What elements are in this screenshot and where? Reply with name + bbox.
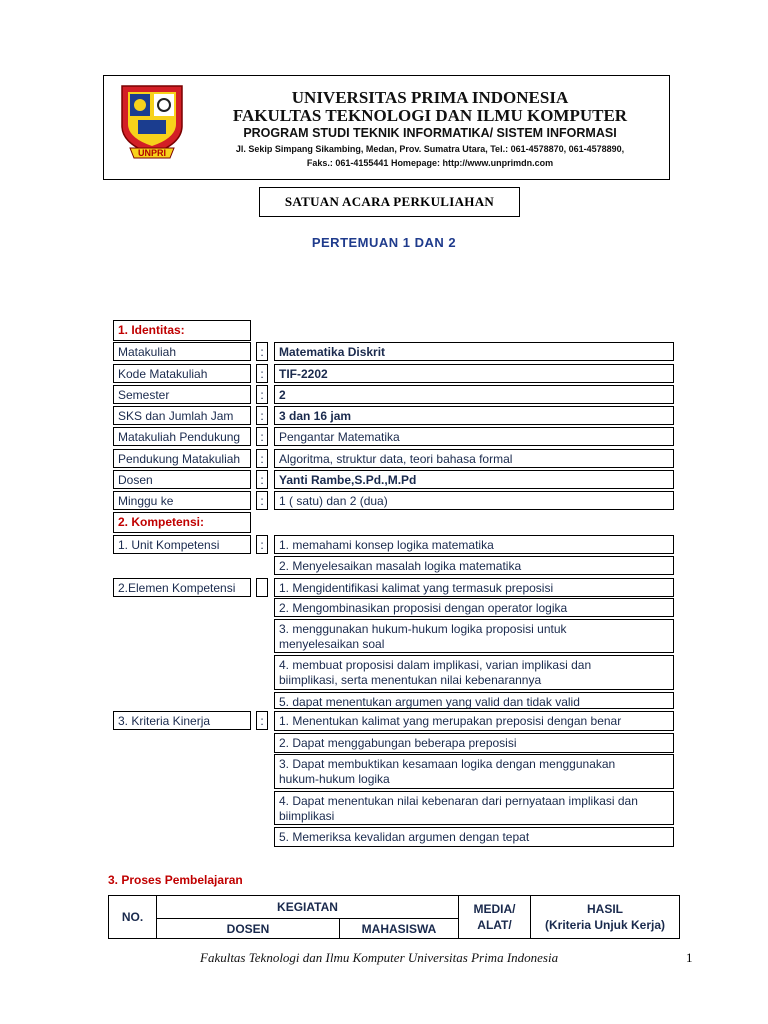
identity-row-colon: : <box>256 385 268 404</box>
col-header-kegiatan: KEGIATAN <box>156 895 459 919</box>
elemen-kompetensi-item: 5. dapat menentukan argumen yang valid dan tidak valid <box>274 692 674 709</box>
address-line-1: Jl. Sekip Simpang Sikambing, Medan, Prov. Sumatra Utara, Tel.: 061-4578870, 061-4578890, <box>235 144 625 154</box>
identity-row-label: Minggu ke <box>113 491 251 510</box>
university-logo <box>116 84 188 162</box>
unit-kompetensi-item: 1. memahami konsep logika matematika <box>274 535 674 554</box>
col-header-dosen: DOSEN <box>156 918 340 939</box>
page-number: 1 <box>686 950 693 965</box>
identity-row-colon: : <box>256 406 268 425</box>
identity-row-label: SKS dan Jumlah Jam <box>113 406 251 425</box>
elemen-kompetensi-item: 3. menggunakan hukum-hukum logika proposisi untuk menyelesaikan soal <box>274 619 674 653</box>
identity-row-value: 3 dan 16 jam <box>274 406 674 425</box>
identity-row-value: Yanti Rambe,S.Pd.,M.Pd <box>274 470 674 489</box>
unit-kompetensi-label: 1. Unit Kompetensi <box>113 535 251 554</box>
kriteria-kinerja-item: 1. Menentukan kalimat yang merupakan preposisi dengan benar <box>274 711 674 731</box>
section-identitas: 1. Identitas: <box>113 320 251 341</box>
identity-row-colon: : <box>256 449 268 468</box>
kriteria-kinerja-item: 2. Dapat menggabungan beberapa preposisi <box>274 733 674 753</box>
section-proses: 3. Proses Pembelajaran <box>108 873 243 887</box>
meeting-heading: PERTEMUAN 1 DAN 2 <box>311 235 457 250</box>
unit-kompetensi-item: 2. Menyelesaikan masalah logika matematika <box>274 556 674 575</box>
col-header-hasil: HASIL (Kriteria Unjuk Kerja) <box>530 895 680 939</box>
unit-colon: : <box>256 535 268 554</box>
kriteria-colon: : <box>256 711 268 730</box>
identity-row-label: Dosen <box>113 470 251 489</box>
kriteria-kinerja-item: 4. Dapat menentukan nilai kebenaran dari pernyataan implikasi dan biimplikasi <box>274 791 674 825</box>
identity-row-colon: : <box>256 427 268 446</box>
kriteria-kinerja-label: 3. Kriteria Kinerja <box>113 711 251 730</box>
identity-row-value: 2 <box>274 385 674 404</box>
svg-text:UNPRI: UNPRI <box>137 148 167 158</box>
document-title: SATUAN ACARA PERKULIAHAN <box>259 187 520 217</box>
elemen-kompetensi-label: 2.Elemen Kompetensi <box>113 578 251 597</box>
elemen-kompetensi-item: 1. Mengidentifikasi kalimat yang termasuk preposisi <box>274 578 674 597</box>
footer-text: Fakultas Teknologi dan Ilmu Komputer Universitas Prima Indonesia <box>200 950 559 965</box>
identity-row-value: Algoritma, struktur data, teori bahasa formal <box>274 449 674 468</box>
identity-row-value: 1 ( satu) dan 2 (dua) <box>274 491 674 510</box>
col-header-no: NO. <box>108 895 157 939</box>
identity-row-colon: : <box>256 491 268 510</box>
identity-row-label: Matakuliah Pendukung <box>113 427 251 446</box>
col-header-mahasiswa: MAHASISWA <box>339 918 459 939</box>
identity-row-label: Semester <box>113 385 251 404</box>
identity-row-label: Matakuliah <box>113 342 251 361</box>
elemen-kompetensi-item: 2. Mengombinasikan proposisi dengan operator logika <box>274 598 674 617</box>
identity-row-label: Pendukung Matakuliah <box>113 449 251 468</box>
address-line-2: Faks.: 061-4155441 Homepage: http://www.unprimdn.com <box>306 158 554 168</box>
study-program: PROGRAM STUDI TEKNIK INFORMATIKA/ SISTEM INFORMASI <box>243 126 617 140</box>
kriteria-kinerja-item: 5. Memeriksa kevalidan argumen dengan tepat <box>274 827 674 847</box>
address <box>190 142 670 170</box>
identity-row-colon: : <box>256 342 268 361</box>
section-kompetensi: 2. Kompetensi: <box>113 512 251 533</box>
faculty-name: FAKULTAS TEKNOLOGI DAN ILMU KOMPUTER <box>232 106 628 125</box>
identity-row-colon: : <box>256 470 268 489</box>
identity-row-label: Kode Matakuliah <box>113 364 251 383</box>
university-name: UNIVERSITAS PRIMA INDONESIA <box>291 88 569 107</box>
identity-row-value: Matematika Diskrit <box>274 342 674 361</box>
kriteria-kinerja-item: 3. Dapat membuktikan kesamaan logika dengan menggunakan hukum-hukum logika <box>274 754 674 789</box>
elemen-colon <box>256 578 268 597</box>
elemen-kompetensi-item: 4. membuat proposisi dalam implikasi, varian implikasi dan biimplikasi, serta menentukan nilai kebenarannya <box>274 655 674 690</box>
col-header-media: MEDIA/ ALAT/ <box>458 895 531 939</box>
identity-row-colon: : <box>256 364 268 383</box>
identity-row-value: Pengantar Matematika <box>274 427 674 446</box>
identity-row-value: TIF-2202 <box>274 364 674 383</box>
